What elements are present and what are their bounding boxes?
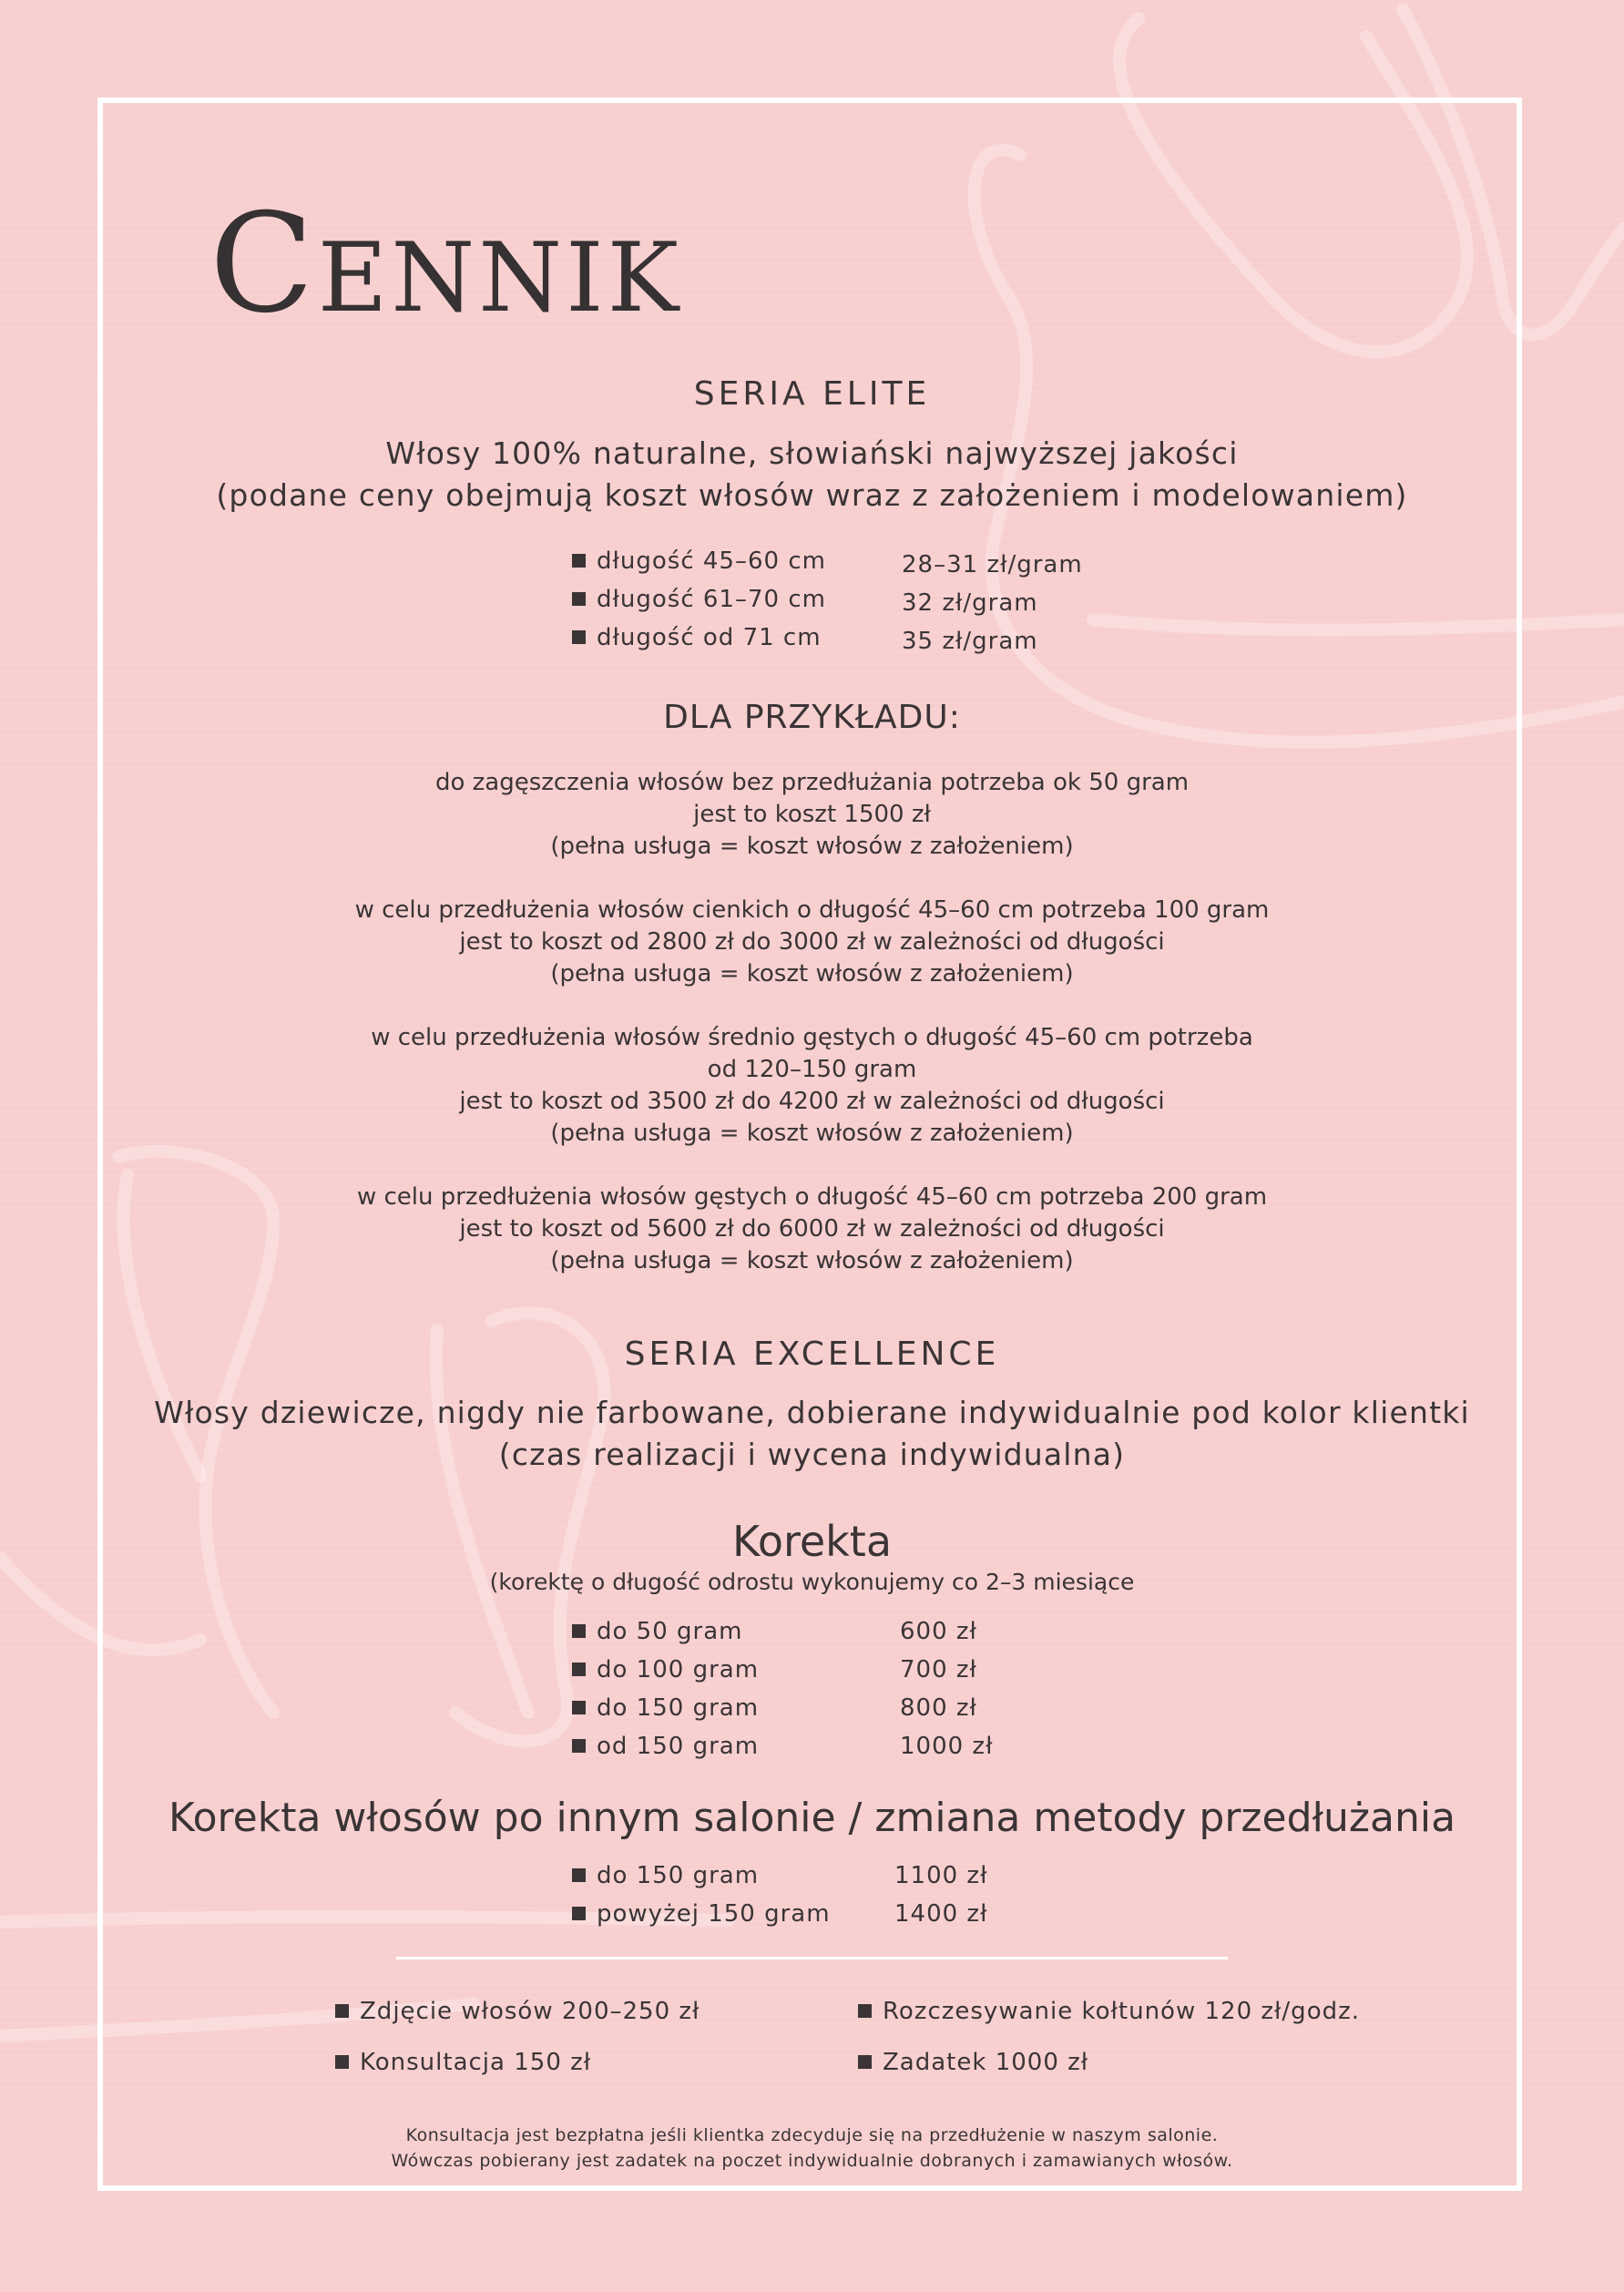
divider <box>396 1957 1228 1959</box>
korekta-other-heading: Korekta włosów po innym salonie / zmiana metody przedłużania <box>168 1795 1456 1841</box>
korekta-item: od 150 gram <box>572 1733 759 1760</box>
square-bullet-icon <box>572 630 586 644</box>
square-bullet-icon <box>335 2004 349 2018</box>
square-bullet-icon <box>572 1701 586 1714</box>
elite-item: długość 61–70 cm <box>572 586 826 613</box>
excellence-subtitle-line-2: (czas realizacji i wycena indywidualna) <box>498 1437 1126 1472</box>
elite-subtitle-line-1: Włosy 100% naturalne, słowiański najwyższej jakości <box>385 435 1239 471</box>
square-bullet-icon <box>572 554 586 568</box>
page-title: Cennik <box>209 185 683 343</box>
excellence-subtitle <box>0 1392 1624 1476</box>
korekta-item: do 150 gram <box>572 1694 759 1722</box>
elite-heading: SERIA ELITE <box>693 375 931 413</box>
korekta-other-item: powyżej 150 gram <box>572 1900 831 1928</box>
korekta-price: 700 zł <box>900 1656 977 1683</box>
square-bullet-icon <box>858 2055 872 2069</box>
elite-item: długość od 71 cm <box>572 624 822 651</box>
footer-note <box>0 2123 1624 2174</box>
extra-item: Rozczesywanie kołtunów 120 zł/godz. <box>858 1998 1360 2025</box>
korekta-other-price: 1400 zł <box>894 1900 988 1928</box>
elite-price: 35 zł/gram <box>902 628 1038 655</box>
korekta-price: 1000 zł <box>900 1733 994 1760</box>
elite-subtitle <box>0 433 1624 517</box>
square-bullet-icon <box>572 592 586 606</box>
korekta-item: do 100 gram <box>572 1656 759 1683</box>
korekta-item: do 50 gram <box>572 1618 742 1645</box>
korekta-price: 800 zł <box>900 1694 977 1722</box>
footer-line-1: Konsultacja jest bezpłatna jeśli klientka zdecyduje się na przedłużenie w naszym salonie. <box>405 2125 1219 2145</box>
square-bullet-icon <box>572 1907 586 1920</box>
square-bullet-icon <box>572 1739 586 1753</box>
korekta-price: 600 zł <box>900 1618 977 1645</box>
extra-item: Konsultacja 150 zł <box>335 2049 591 2076</box>
footer-line-2: Wówczas pobierany jest zadatek na poczet indywidualnie dobranych i zamawianych włosów. <box>391 2151 1233 2171</box>
elite-price: 28–31 zł/gram <box>902 551 1083 578</box>
elite-price: 32 zł/gram <box>902 589 1038 617</box>
examples-heading: DLA PRZYKŁADU: <box>663 699 961 736</box>
extra-item: Zdjęcie włosów 200–250 zł <box>335 1998 700 2025</box>
example-block: w celu przedłużenia włosów cienkich o długość 45–60 cm potrzeba 100 gram jest to koszt od 2800 zł do 3000 zł w zależności od długości (pełna usługa = koszt włosów z założeniem) <box>354 896 1270 987</box>
korekta-note: (korektę o długość odrostu wykonujemy co 2–3 miesiące <box>489 1569 1135 1595</box>
example-block: w celu przedłużenia włosów średnio gęstych o długość 45–60 cm potrzeba od 120–150 gram jest to koszt od 3500 zł do 4200 zł w zależności od długości (pełna usługa = koszt włosów z założeniem) <box>371 1024 1253 1147</box>
elite-item: długość 45–60 cm <box>572 547 826 575</box>
excellence-heading: SERIA EXCELLENCE <box>624 1335 1000 1373</box>
square-bullet-icon <box>572 1624 586 1638</box>
square-bullet-icon <box>572 1868 586 1882</box>
example-block: do zagęszczenia włosów bez przedłużania potrzeba ok 50 gram jest to koszt 1500 zł (pełna usługa = koszt włosów z założeniem) <box>434 769 1190 860</box>
elite-subtitle-line-2: (podane ceny obejmują koszt włosów wraz z założeniem i modelowaniem) <box>216 477 1408 513</box>
square-bullet-icon <box>572 1663 586 1676</box>
square-bullet-icon <box>858 2004 872 2018</box>
korekta-other-item: do 150 gram <box>572 1862 759 1889</box>
excellence-subtitle-line-1: Włosy dziewicze, nigdy nie farbowane, dobierane indywidualnie pod kolor klientki <box>154 1395 1470 1430</box>
square-bullet-icon <box>335 2055 349 2069</box>
korekta-other-price: 1100 zł <box>894 1862 988 1889</box>
korekta-heading: Korekta <box>731 1517 893 1566</box>
example-block: w celu przedłużenia włosów gęstych o długość 45–60 cm potrzeba 200 gram jest to koszt od 5600 zł do 6000 zł w zależności od długości (pełna usługa = koszt włosów z założeniem) <box>356 1183 1268 1274</box>
extra-item: Zadatek 1000 zł <box>858 2049 1088 2076</box>
